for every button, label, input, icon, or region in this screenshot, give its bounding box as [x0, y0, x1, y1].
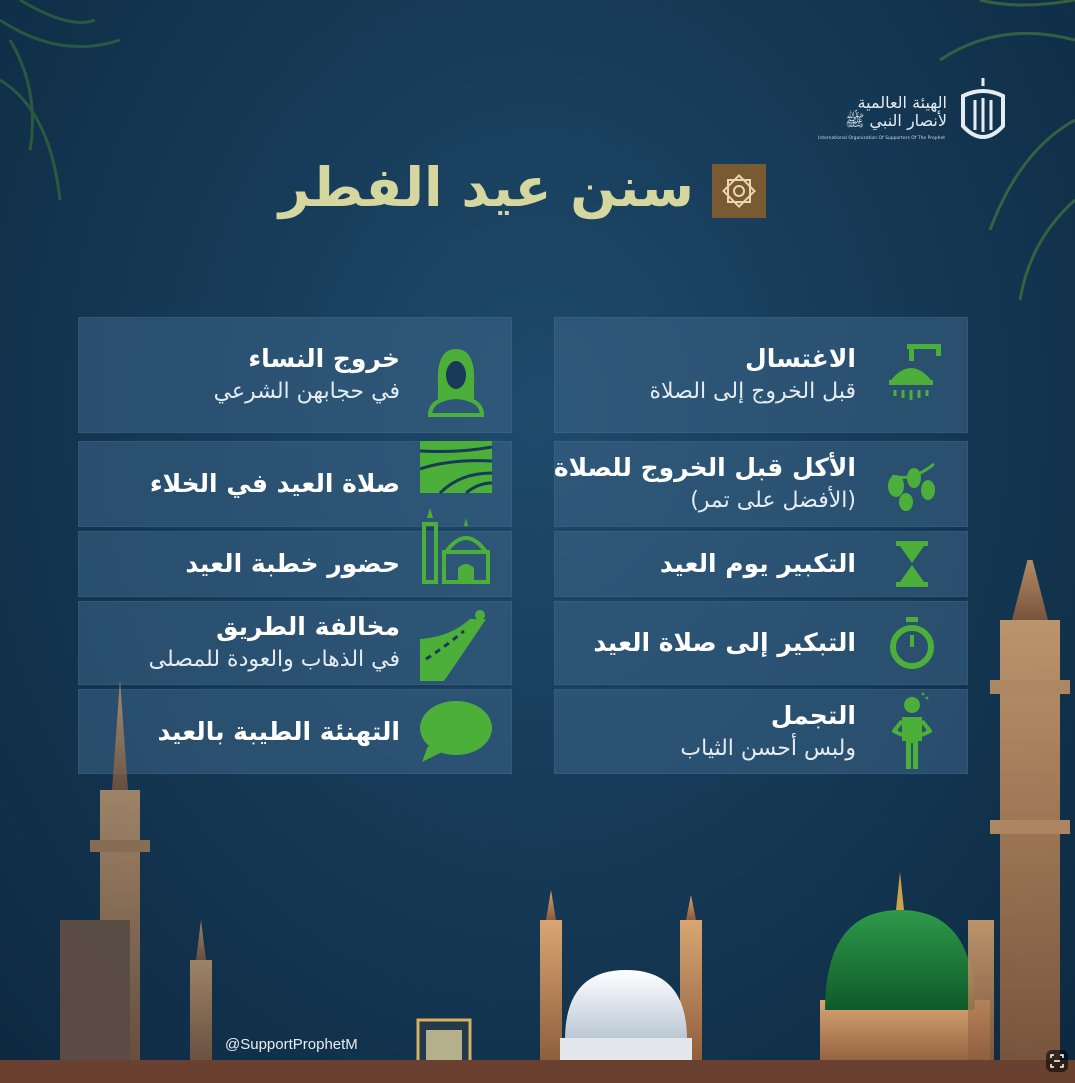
card-subtitle: في حجابهن الشرعي: [213, 379, 400, 404]
field-icon: [418, 429, 494, 505]
palm-leaves-decoration-right: [900, 0, 1075, 320]
card-title: خروج النساء: [248, 344, 400, 373]
card-eating: [554, 441, 968, 527]
card-title: مخالفة الطريق: [216, 612, 400, 641]
image-options-button[interactable]: [1046, 1050, 1068, 1072]
card-title: صلاة العيد في الخلاء: [149, 469, 400, 498]
shower-icon: [874, 337, 950, 413]
logo-english-name: International Organization Of Supporters Of The Prophet: [818, 136, 945, 141]
logo-name: [845, 94, 947, 130]
hijab-woman-icon: [418, 343, 494, 419]
card-ghusl: [554, 317, 968, 433]
star-ornament-icon: [712, 164, 766, 218]
card-subtitle: قبل الخروج إلى الصلاة: [649, 379, 856, 404]
logo-name-line1: الهيئة العالمية: [857, 93, 947, 112]
card-text: [214, 317, 400, 433]
card-subtitle: ولبس أحسن الثياب: [680, 735, 856, 761]
card-title: التجمل: [770, 700, 856, 730]
card-women: [78, 317, 512, 433]
logo-name-line2: لأنصار النبي ﷺ: [845, 111, 947, 130]
card-title: حضور خطبة العيد: [185, 549, 400, 578]
card-text: [150, 441, 400, 527]
mosque-scenery-illustration: [0, 560, 1075, 1083]
shield-emblem-icon: [955, 74, 1011, 150]
card-text: [650, 317, 856, 433]
social-handle: @SupportProphetM: [225, 1036, 358, 1053]
card-subtitle: في الذهاب والعودة للمصلى: [148, 647, 400, 672]
card-subtitle: (الأفضل على تمر): [690, 488, 856, 513]
card-title: التكبير يوم العيد: [659, 549, 856, 578]
card-title: الأكل قبل الخروج للصلاة: [553, 453, 856, 482]
dates-icon: [874, 446, 950, 522]
card-text: [554, 441, 856, 527]
card-title: التبكير إلى صلاة العيد: [593, 628, 856, 657]
palm-leaves-decoration: [0, 0, 160, 260]
title-block: [278, 150, 780, 230]
organization-logo: [818, 72, 1017, 152]
page-title: سنن عيد الفطر: [278, 156, 694, 219]
card-title: التهنئة الطيبة بالعيد: [157, 716, 400, 746]
scan-icon: [1050, 1054, 1064, 1068]
card-title: الاغتسال: [745, 344, 856, 373]
